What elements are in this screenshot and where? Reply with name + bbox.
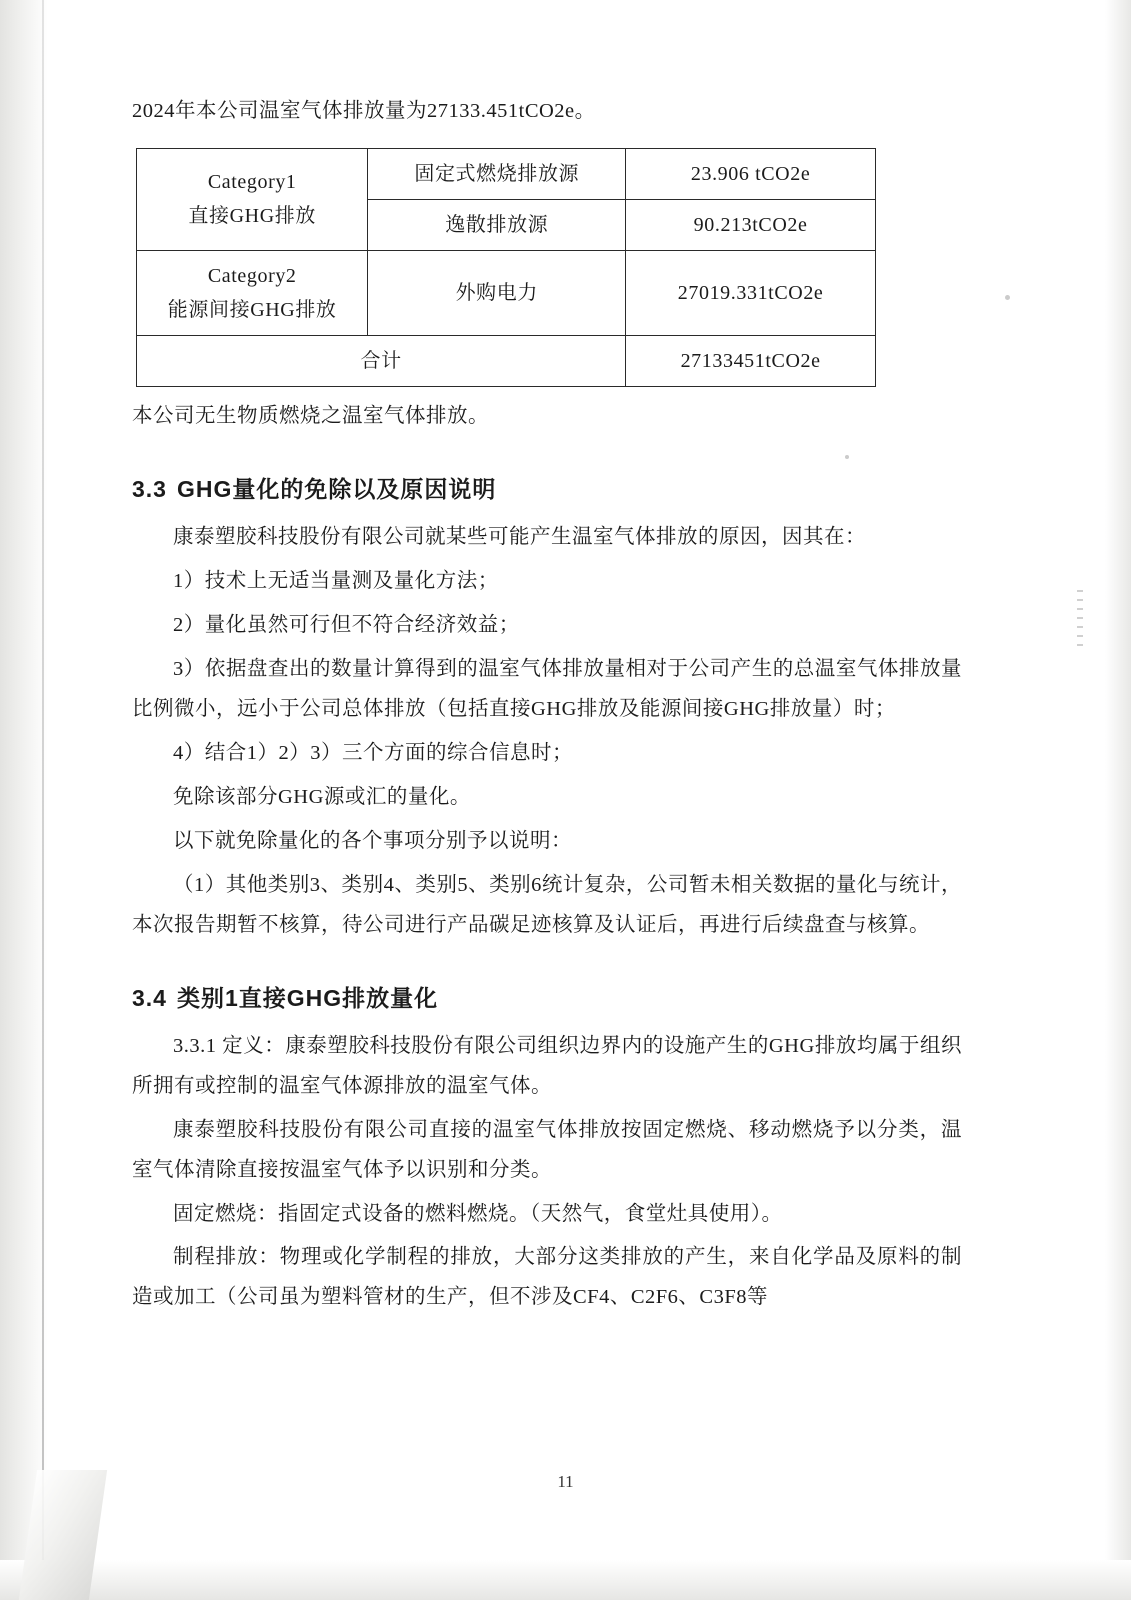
category-cell-1 (137, 148, 368, 250)
scan-speck (1005, 295, 1010, 300)
source-cell: 外购电力 (368, 250, 626, 335)
paragraph-3-3-7: （1）其他类别3、类别4、类别5、类别6统计复杂，公司暂未相关数据的量化与统计，本次报告期暂不核算，待公司进行产品碳足迹核算及认证后，再进行后续盘查与核算。 (132, 873, 962, 936)
after-table-paragraph: 本公司无生物质燃烧之温室气体排放。 (132, 404, 489, 427)
value-cell: 23.906 tCO2e (626, 148, 876, 199)
page-left-edge-shadow (0, 0, 48, 1600)
category-cell-2 (137, 250, 368, 335)
section-number-3-4: 3.4 (132, 984, 167, 1011)
section-heading-3-3 (132, 471, 962, 504)
paragraph-3-4-0: 3.3.1 定义：康泰塑胶科技股份有限公司组织边界内的设施产生的GHG排放均属于组织所拥有或控制的温室气体源排放的温室气体。 (132, 1034, 962, 1097)
ghg-emissions-table (136, 148, 876, 387)
page-bottom-edge-shadow (0, 1560, 1131, 1600)
section-title-3-4: 类别1直接GHG排放量化 (176, 984, 439, 1011)
section-heading-3-4 (132, 980, 962, 1013)
section-title-3-3: GHG量化的免除以及原因说明 (176, 475, 497, 502)
total-value-cell: 27133451tCO2e (626, 335, 876, 386)
page-number: 11 (557, 1472, 574, 1491)
paragraph-3-4-1: 康泰塑胶科技股份有限公司直接的温室气体排放按固定燃烧、移动燃烧予以分类，温室气体清除直接按温室气体予以识别和分类。 (132, 1118, 962, 1181)
paragraph-3-4-3: 制程排放：物理或化学制程的排放，大部分这类排放的产生，来自化学品及原料的制造或加工（公司虽为塑料管材的生产，但不涉及CF4、C2F6、C3F8等 (132, 1246, 962, 1309)
paragraph-3-3-5: 免除该部分GHG源或汇的量化。 (173, 785, 471, 808)
intro-paragraph: 2024年本公司温室气体排放量为27133.451tCO2e。 (132, 100, 596, 122)
paragraph-3-3-2: 2）量化虽然可行但不符合经济效益； (173, 613, 520, 636)
scan-artifact-marks (1077, 590, 1083, 650)
source-cell: 固定式燃烧排放源 (368, 148, 626, 199)
value-cell: 90.213tCO2e (626, 199, 876, 250)
paragraph-3-3-4: 4）结合1）2）3）三个方面的综合信息时； (173, 741, 573, 764)
table-row (137, 250, 876, 335)
paragraph-3-3-3: 3）依据盘查出的数量计算得到的温室气体排放量相对于公司产生的总温室气体排放量比例微小，远小于公司总体排放（包括直接GHG排放及能源间接GHG排放量）时； (132, 657, 962, 720)
category-2-title: Category2 (207, 264, 297, 287)
paragraph-3-4-2: 固定燃烧：指固定式设备的燃料燃烧。（天然气，食堂灶具使用）。 (173, 1202, 783, 1225)
section-number-3-3: 3.3 (132, 475, 167, 502)
table-row (137, 148, 876, 199)
document-body (132, 92, 962, 1322)
paragraph-3-3-6: 以下就免除量化的各个事项分别予以说明： (173, 829, 572, 852)
category-2-subtitle: 能源间接GHG排放 (167, 298, 337, 321)
source-cell: 逸散排放源 (368, 199, 626, 250)
paragraph-3-3-0: 康泰塑胶科技股份有限公司就某些可能产生温室气体排放的原因，因其在： (173, 525, 866, 548)
category-1-title: Category1 (207, 171, 297, 194)
paragraph-3-3-1: 1）技术上无适当量测及量化方法； (173, 569, 499, 592)
total-label-cell: 合计 (137, 335, 626, 386)
category-1-subtitle: 直接GHG排放 (188, 205, 316, 228)
value-cell: 27019.331tCO2e (626, 250, 876, 335)
table-row-total (137, 335, 876, 386)
page-right-edge-shadow (1105, 0, 1131, 1600)
